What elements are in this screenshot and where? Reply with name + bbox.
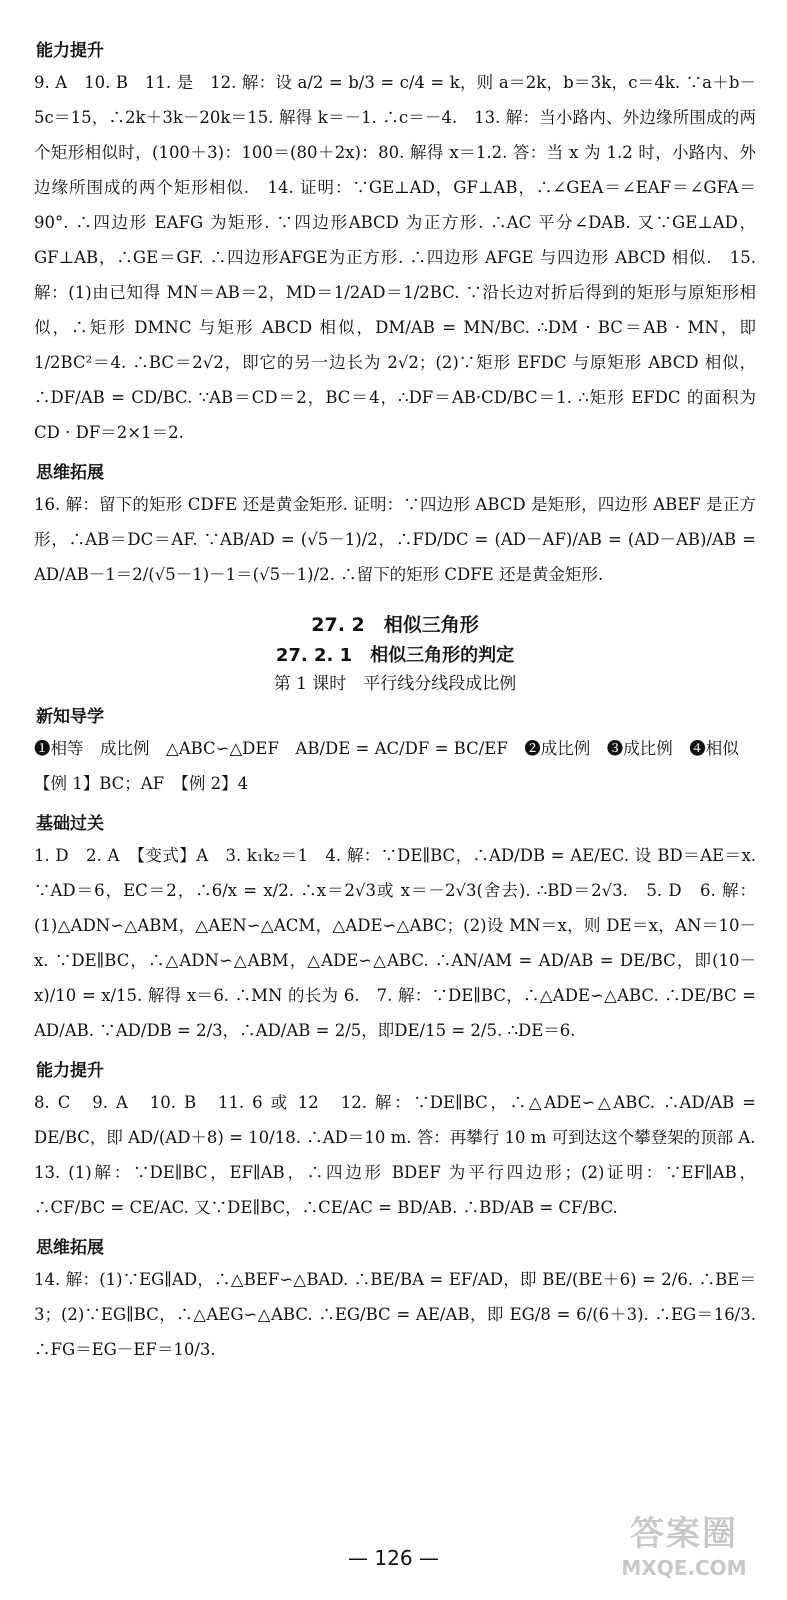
heading-new-knowledge: 新知导学: [36, 707, 104, 727]
answer-14: 14. 解：(1)∵EG∥AD，∴△BEF∽△BAD. ∴BE/BA = EF/AD，即 BE/(BE＋6) = 2/6. ∴BE＝3；(2)∵EG∥BC，∴△AEG∽△ABC. ∴EG/BC = AE/AB，即 EG/8 = 6/(6＋3). ∴EG＝16/3. ∴FG＝EG－EF＝10/3.: [34, 1270, 756, 1359]
heading-ability-2: 能力提升: [36, 1061, 104, 1081]
lesson-title: 第 1 课时 平行线分线段成比例: [273, 674, 517, 694]
heading-thinking-1: 思维拓展: [36, 463, 104, 483]
answer-16: 16. 解：留下的矩形 CDFE 还是黄金矩形. 证明：∵四边形 ABCD 是矩形，四边形 ABEF 是正方形，∴AB＝DC＝AF. ∵AB/AD = (√5－1)/2，∴FD/DC = (AD－AF)/AB = (AD－AB)/AB = AD/AB－1＝2/(√5－1)－1＝(√5－1)/2. ∴留下的矩形 CDFE 还是黄金矩形.: [34, 495, 756, 584]
answers-9-15: 9. A 10. B 11. 是 12. 解：设 a/2 = b/3 = c/4 = k，则 a＝2k，b＝3k，c＝4k. ∵a＋b－5c＝15，∴2k＋3k－20k＝15. 解得 k＝－1. ∴c＝－4. 13. 解：当小路内、外边缘所围成的两个矩形相似时，(100＋3)：100＝(80＋2x)：80. 解得 x＝1.2. 答：当 x 为 1.2 时，小路内、外边缘所围成的两个矩形相似. 14. 证明：∵GE⊥AD，GF⊥AB，∴∠GEA＝∠EAF＝∠GFA＝90°. ∴四边形 EAFG 为矩形. ∵四边形ABCD 为正方形. ∴AC 平分∠DAB. 又∵GE⊥AD，GF⊥AB，∴GE＝GF. ∴四边形AFGE为正方形. ∴四边形 AFGE 与四边形 ABCD 相似. 15. 解：(1)由已知得 MN＝AB＝2，MD＝1/2AD＝1/2BC. ∵沿长边对折后得到的矩形与原矩形相似，∴矩形 DMNC 与矩形 ABCD 相似，DM/AB = MN/BC. ∴DM · BC＝AB · MN，即 1/2BC²＝4. ∴BC＝2√2，即它的另一边长为 2√2；(2)∵矩形 EFDC 与原矩形 ABCD 相似，∴DF/AB = CD/BC. ∵AB＝CD＝2，BC＝4，∴DF＝AB·CD/BC＝1. ∴矩形 EFDC 的面积为 CD · DF＝2×1＝2.: [34, 73, 756, 442]
watermark-main: 答案圈: [630, 1514, 738, 1554]
page-number: — 126 —: [348, 1546, 439, 1570]
answers-1-7: 1. D 2. A 【变式】A 3. k₁k₂＝1 4. 解：∵DE∥BC，∴AD/DB = AE/EC. 设 BD＝AE＝x. ∵AD＝6，EC＝2，∴6/x = x/2. ∴x＝2√3或 x＝－2√3(舍去). ∴BD＝2√3. 5. D 6. 解：(1)△ADN∽△ABM，△AEN∽△ACM，△ADE∽△ABC；(2)设 MN＝x，则 DE＝x，AN＝10－x. ∵DE∥BC，∴△ADN∽△ABM，△ADE∽△ABC. ∴AN/AM = AD/AB = DE/BC，即(10－x)/10 = x/15. 解得 x＝6. ∴MN 的长为 6. 7. 解：∵DE∥BC，∴△ADE∽△ABC. ∴DE/BC = AD/AB. ∵AD/DB = 2/3，∴AD/AB = 2/5，即DE/15 = 2/5. ∴DE＝6.: [34, 846, 756, 1040]
heading-basic: 基础过关: [36, 814, 104, 834]
subsection-title: 27. 2. 1 相似三角形的判定: [275, 645, 515, 666]
watermark-sub: MXQE.COM: [621, 1556, 747, 1580]
answer-13: 13. (1)解：∵DE∥BC，EF∥AB，∴四边形 BDEF 为平行四边形；(2)证明：∵EF∥AB，∴CF/BC = CE/AC. 又∵DE∥BC，∴CE/AC = BD/AB. ∴BD/AB = CF/BC.: [34, 1163, 756, 1217]
answers-8-12: 8. C 9. A 10. B 11. 6 或 12 12. 解：∵DE∥BC，∴△ADE∽△ABC. ∴AD/AB = DE/BC，即 AD/(AD＋8) = 10/18. ∴AD＝10 m. 答：再攀行 10 m 可到达这个攀登架的顶部 A.: [34, 1093, 756, 1147]
watermark-logo: [599, 1512, 769, 1592]
new-knowledge-answers: ❶相等 成比例 △ABC∽△DEF AB/DE = AC/DF = BC/EF ❷成比例 ❸成比例 ❹相似: [34, 739, 739, 758]
example-answers: 【例 1】BC；AF 【例 2】4: [34, 774, 249, 793]
page-content: [34, 28, 756, 1367]
heading-ability-1: 能力提升: [36, 41, 104, 61]
section-title: 27. 2 相似三角形: [311, 614, 479, 636]
heading-thinking-2: 思维拓展: [36, 1238, 104, 1258]
